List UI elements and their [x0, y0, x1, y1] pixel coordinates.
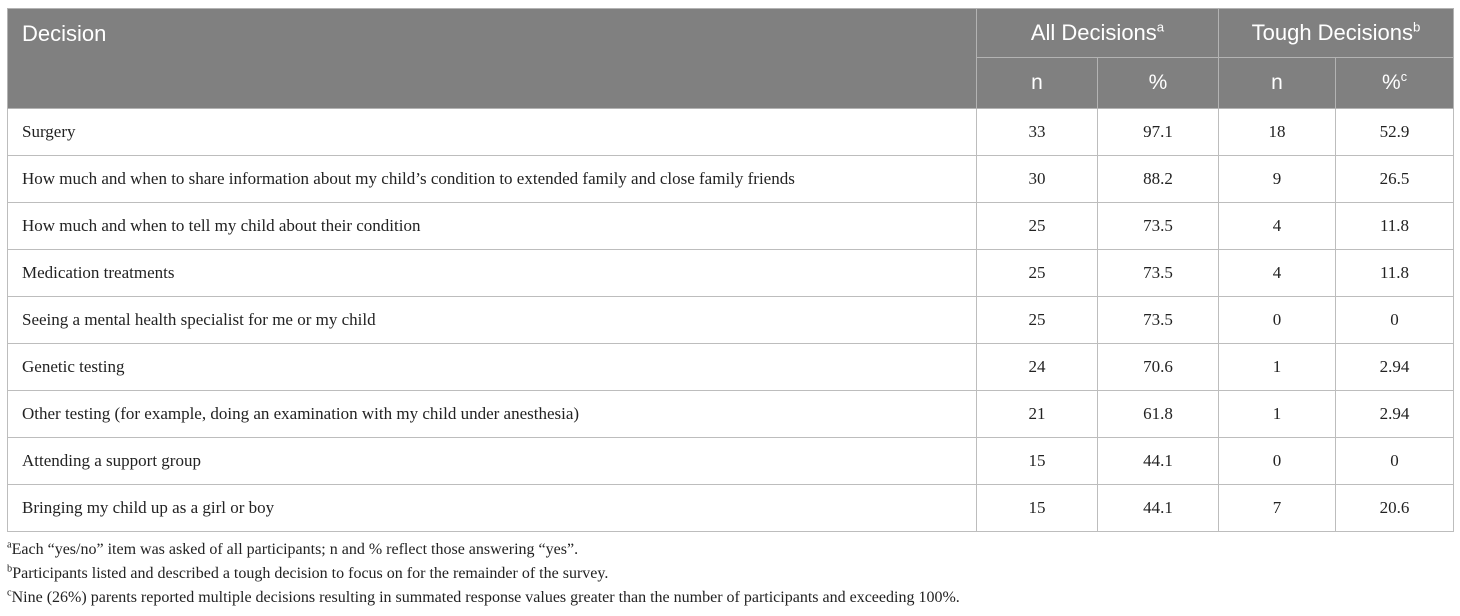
- decisions-table-container: [7, 8, 1453, 532]
- cell-all-pct: 88.2: [1098, 156, 1219, 203]
- cell-tough-pct: 26.5: [1336, 156, 1454, 203]
- header-all-n: n: [977, 58, 1098, 109]
- cell-tough-n: 7: [1219, 485, 1336, 532]
- table-row: [8, 203, 1454, 250]
- cell-all-pct: 61.8: [1098, 391, 1219, 438]
- cell-decision: Medication treatments: [8, 250, 977, 297]
- cell-tough-n: 4: [1219, 203, 1336, 250]
- cell-tough-n: 1: [1219, 391, 1336, 438]
- cell-tough-n: 0: [1219, 438, 1336, 485]
- cell-tough-n: 9: [1219, 156, 1336, 203]
- table-row: [8, 391, 1454, 438]
- header-all-decisions: All Decisions$^a$: [977, 9, 1219, 58]
- cell-all-n: 25: [977, 297, 1098, 344]
- cell-all-pct: 44.1: [1098, 485, 1219, 532]
- footnote-b: $^b$Participants listed and described a tough decision to focus on for the remainder of the survey.: [7, 563, 609, 582]
- cell-tough-pct: 52.9: [1336, 109, 1454, 156]
- cell-tough-n: 1: [1219, 344, 1336, 391]
- cell-all-n: 25: [977, 250, 1098, 297]
- header-tough-n: n: [1219, 58, 1336, 109]
- table-footnotes: [7, 538, 960, 610]
- cell-all-n: 33: [977, 109, 1098, 156]
- cell-tough-pct: 11.8: [1336, 203, 1454, 250]
- cell-all-pct: 70.6: [1098, 344, 1219, 391]
- cell-tough-n: 18: [1219, 109, 1336, 156]
- cell-all-n: 21: [977, 391, 1098, 438]
- cell-decision: Bringing my child up as a girl or boy: [8, 485, 977, 532]
- cell-all-n: 25: [977, 203, 1098, 250]
- cell-tough-pct: 2.94: [1336, 344, 1454, 391]
- table-row: [8, 109, 1454, 156]
- table-row: [8, 250, 1454, 297]
- cell-all-pct: 73.5: [1098, 203, 1219, 250]
- cell-decision: Surgery: [8, 109, 977, 156]
- cell-all-pct: 44.1: [1098, 438, 1219, 485]
- cell-tough-pct: 0: [1336, 297, 1454, 344]
- cell-tough-pct: 11.8: [1336, 250, 1454, 297]
- cell-tough-n: 4: [1219, 250, 1336, 297]
- cell-all-pct: 73.5: [1098, 297, 1219, 344]
- cell-decision: How much and when to share information about my child’s condition to extended family and close family friends: [8, 156, 977, 203]
- table-row: [8, 438, 1454, 485]
- header-row-group: [8, 9, 1454, 58]
- decisions-table: [7, 8, 1454, 532]
- cell-all-n: 15: [977, 485, 1098, 532]
- footnote-a: $^a$Each “yes/no” item was asked of all participants; n and % reflect those answering “yes”.: [7, 539, 579, 558]
- cell-decision: Attending a support group: [8, 438, 977, 485]
- cell-tough-pct: 0: [1336, 438, 1454, 485]
- table-row: [8, 156, 1454, 203]
- header-tough-pct: %$^c$: [1336, 58, 1454, 109]
- table-row: [8, 344, 1454, 391]
- cell-decision: Other testing (for example, doing an examination with my child under anesthesia): [8, 391, 977, 438]
- cell-all-n: 24: [977, 344, 1098, 391]
- cell-decision: Seeing a mental health specialist for me or my child: [8, 297, 977, 344]
- header-tough-decisions: Tough Decisions$^b$: [1219, 9, 1454, 58]
- cell-all-n: 30: [977, 156, 1098, 203]
- cell-all-pct: 97.1: [1098, 109, 1219, 156]
- table-row: [8, 297, 1454, 344]
- cell-all-n: 15: [977, 438, 1098, 485]
- cell-tough-pct: 20.6: [1336, 485, 1454, 532]
- header-decision: Decision: [8, 9, 977, 109]
- table-row: [8, 485, 1454, 532]
- cell-decision: How much and when to tell my child about their condition: [8, 203, 977, 250]
- cell-tough-pct: 2.94: [1336, 391, 1454, 438]
- cell-decision: Genetic testing: [8, 344, 977, 391]
- header-all-pct: %: [1098, 58, 1219, 109]
- cell-tough-n: 0: [1219, 297, 1336, 344]
- footnote-c: $^c$Nine (26%) parents reported multiple decisions resulting in summated response values greater than the number of participants and exceeding 100%.: [7, 587, 960, 606]
- cell-all-pct: 73.5: [1098, 250, 1219, 297]
